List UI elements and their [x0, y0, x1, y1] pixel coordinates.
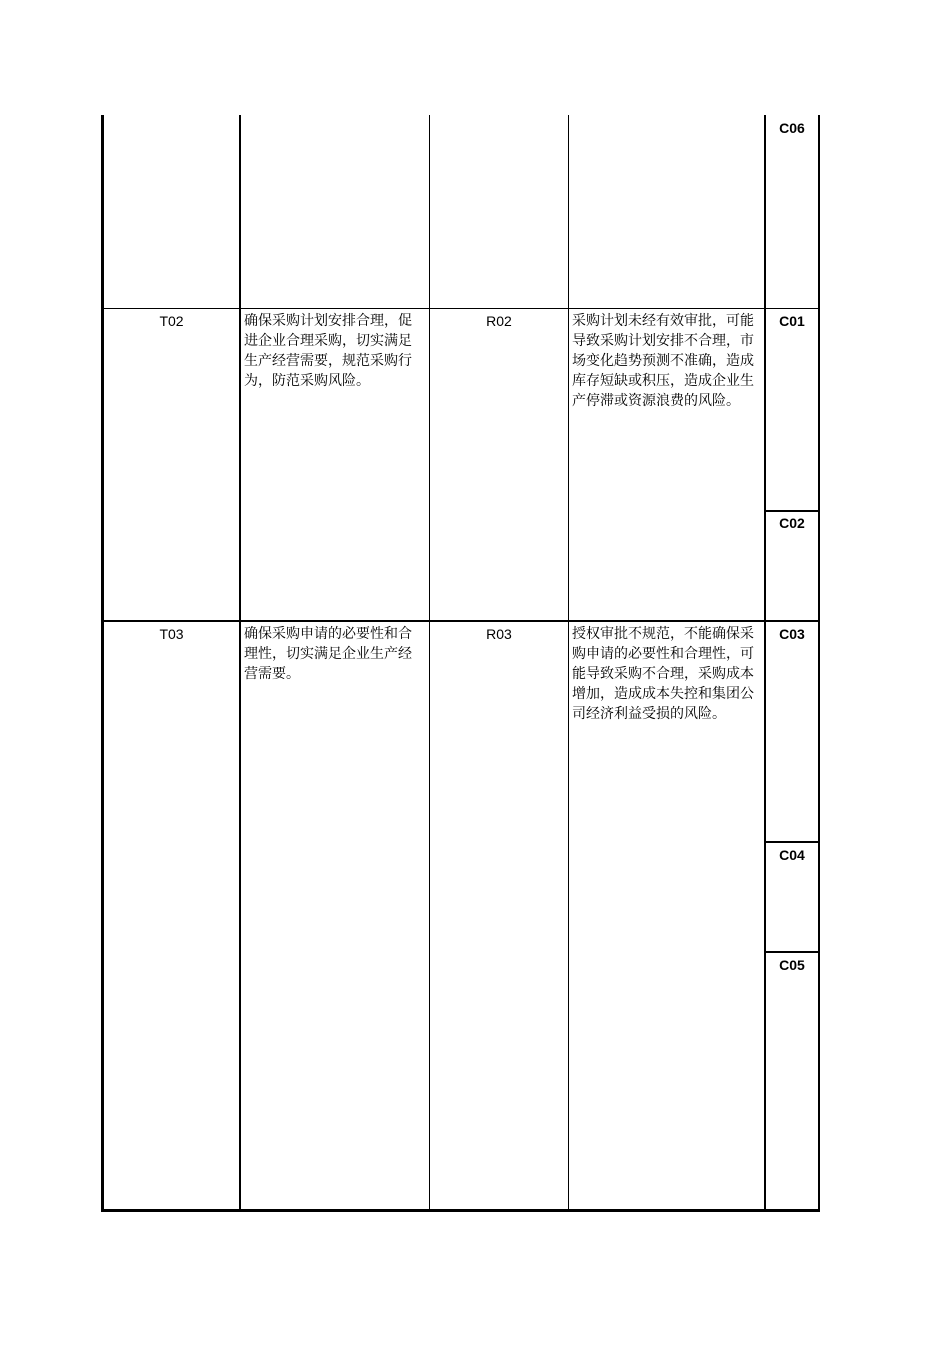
- risk-code: R02: [486, 313, 512, 329]
- control-code: C02: [779, 515, 805, 531]
- table-border-right: [818, 115, 820, 1212]
- row-divider-2: [101, 620, 820, 622]
- risk-description: 采购计划未经有效审批，可能导致采购计划安排不合理，市场变化趋势预测不准确，造成库存短缺或积压，造成企业生产停滞或资源浪费的风险。: [572, 313, 754, 409]
- control-code: C04: [779, 847, 805, 863]
- control-divider-c01-c02: [764, 510, 820, 512]
- column-divider-4: [764, 115, 766, 1212]
- target-code: T03: [159, 626, 184, 642]
- column-divider-3: [568, 115, 569, 1212]
- control-code: C06: [779, 120, 805, 136]
- control-code: C05: [779, 957, 805, 973]
- control-code: C01: [779, 313, 805, 329]
- control-divider-c03-c04: [764, 841, 820, 843]
- target-description: 确保采购申请的必要性和合理性，切实满足企业生产经营需要。: [244, 626, 412, 682]
- row-divider-1: [101, 308, 820, 309]
- risk-code: R03: [486, 626, 512, 642]
- table-border-left: [101, 115, 104, 1212]
- column-divider-1: [239, 115, 241, 1212]
- table-border-bottom: [101, 1209, 820, 1212]
- control-code: C03: [779, 626, 805, 642]
- column-divider-2: [429, 115, 430, 1212]
- control-divider-c04-c05: [764, 951, 820, 953]
- risk-description: 授权审批不规范，不能确保采购申请的必要性和合理性，可能导致采购不合理，采购成本增加，造成成本失控和集团公司经济利益受损的风险。: [572, 626, 754, 722]
- target-description: 确保采购计划安排合理，促进企业合理采购，切实满足生产经营需要，规范采购行为，防范采购风险。: [244, 313, 412, 389]
- target-code: T02: [159, 313, 184, 329]
